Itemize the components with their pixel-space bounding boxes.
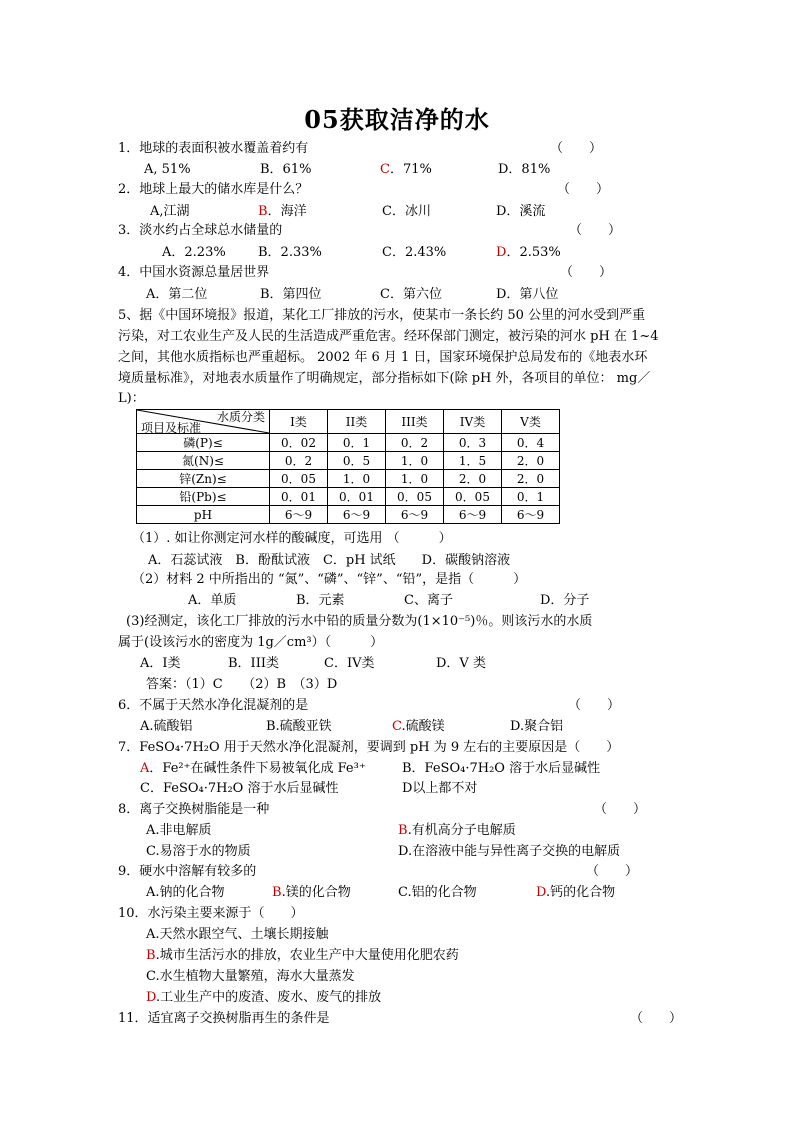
table-cell: 0．02 (270, 434, 328, 452)
header-category: 水质分类 (216, 410, 265, 424)
question-8-stem: 8．离子交换树脂能是一种 (118, 802, 270, 817)
q3-option-b: B．2.33% (258, 245, 322, 260)
q9-option-c: C.铝的化合物 (398, 885, 477, 900)
question-3-stem: 3．淡水约占全球总水储量的 (118, 223, 283, 238)
table-header-corner (137, 410, 270, 434)
q2-option-b: B．海洋 (258, 204, 307, 219)
q6-option-d: D.聚合铝 (510, 719, 564, 734)
q5-sub-3-line-2: 属于(设该污水的密度为 1g／cm³）（ ） (118, 635, 384, 650)
col-header: I类 (270, 410, 328, 434)
q2-option-d: D．溪流 (496, 204, 546, 219)
option-letter: B (146, 948, 156, 963)
table-cell: 1．0 (386, 470, 444, 488)
q2-option-a: A,江湖 (150, 204, 190, 219)
table-cell: 1．5 (444, 452, 502, 470)
q5-paragraph-line-2: 污染，对工农业生产及人民的生活造成严重危害。经环保部门测定，被污染的河水 pH 在 1~4 (118, 329, 659, 344)
table-row (137, 488, 560, 506)
question-10-stem: 10．水污染主要来源于（ ） (118, 906, 304, 921)
q4-option-c: C．第六位 (380, 287, 442, 302)
water-quality-table (136, 409, 560, 524)
q7-option-c: C．FeSO₄·7H₂O 溶于水后显碱性 (140, 781, 339, 796)
table-cell: 0．3 (444, 434, 502, 452)
table-cell: 0．4 (502, 434, 560, 452)
question-9-stem: 9．硬水中溶解有较多的 (118, 864, 257, 879)
option-letter: C (380, 162, 390, 177)
q1-option-b: B．61% (260, 162, 312, 177)
q9-option-a: A.钠的化合物 (146, 885, 225, 900)
question-4-paren: （ ） (560, 265, 613, 280)
q9-option-d: D.钙的化合物 (536, 885, 616, 900)
q10-option-a: A.天然水跟空气、土壤长期接触 (146, 927, 329, 942)
option-letter: D (536, 885, 546, 900)
q5-paragraph-line-3: 之间，其他水质指标也严重超标。 2002 年 6 月 1 日，国家环境保护总局发布的《地表水环 (118, 350, 648, 365)
table-cell: 1．0 (328, 470, 386, 488)
table-cell: 6～9 (386, 506, 444, 524)
question-6-paren: （ ） (568, 698, 621, 713)
col-header: III类 (386, 410, 444, 434)
option-letter: C (392, 719, 402, 734)
q6-option-a: A.硫酸铝 (140, 719, 193, 734)
option-letter: D (496, 245, 507, 260)
q9-option-b: B.镁的化合物 (272, 885, 351, 900)
table-cell: 1．0 (386, 452, 444, 470)
table-row (137, 470, 560, 488)
q5-sub-3-option-c: C．IV类 (324, 656, 375, 671)
q2-option-c: C．冰川 (382, 204, 431, 219)
question-11-paren: （ ） (630, 1011, 683, 1026)
table-cell: 2．0 (444, 470, 502, 488)
q5-answer: 答案：（1）C （2）B （3）D (146, 677, 338, 692)
col-header: V类 (502, 410, 560, 434)
q5-sub-3-option-d: D．V 类 (436, 656, 486, 671)
table-cell: 0．2 (270, 452, 328, 470)
table-cell: 0．01 (328, 488, 386, 506)
question-8-paren: （ ） (594, 802, 647, 817)
q5-paragraph-line-4: 境质量标准》，对地表水质量作了明确规定，部分指标如下(除 pH 外，各项目的单位： mg／ (118, 371, 651, 386)
option-letter: B (398, 823, 408, 838)
q5-sub-2-option-a: A．单质 (188, 593, 237, 608)
header-item: 项目及标准 (141, 421, 202, 435)
table-cell: 2．0 (502, 470, 560, 488)
option-letter: D (146, 990, 156, 1005)
q5-sub-2: （2）材料 2 中所指出的 “氮”、“磷”、“锌”、“铅”，是指（ ） (132, 572, 527, 587)
question-2-stem: 2．地球上最大的储水库是什么？ (118, 182, 309, 197)
q5-sub-3-option-a: A．I类 (140, 656, 181, 671)
row-label: pH (137, 506, 270, 524)
question-3-paren: （ ） (569, 223, 622, 238)
q10-option-d: D.工业生产中的废渣、废水、废气的排放 (146, 990, 382, 1005)
q3-option-c: C．2.43% (382, 245, 447, 260)
q3-option-a: A．2.23% (162, 245, 226, 260)
q5-paragraph-line-5: L)： (118, 391, 145, 406)
row-label: 铅(Pb)≤ (137, 488, 270, 506)
table-cell: 0．2 (386, 434, 444, 452)
q1-option-c: C．71% (380, 162, 432, 177)
table-row (137, 452, 560, 470)
q1-option-d: D．81% (498, 162, 551, 177)
question-1-stem: 1．地球的表面积被水覆盖着约有 (118, 141, 309, 156)
q5-sub-1-options: A．石蕊试液 B．酚酞试液 C．pH 试纸 D．碳酸钠溶液 (148, 553, 511, 568)
row-label: 锌(Zn)≤ (137, 470, 270, 488)
q7-option-b: B．FeSO₄·7H₂O 溶于水后显碱性 (402, 761, 601, 776)
q8-option-d: D.在溶液中能与异性离子交换的电解质 (398, 844, 621, 859)
table-cell: 0．05 (444, 488, 502, 506)
question-9-paren: （ ） (586, 864, 639, 879)
question-6-stem: 6．不属于天然水净化混凝剂的是 (118, 698, 309, 713)
q4-option-d: D．第八位 (496, 287, 559, 302)
q3-option-d: D．2.53% (496, 245, 561, 260)
table-row (137, 506, 560, 524)
question-1-paren: （ ） (550, 141, 603, 156)
q10-option-c: C.水生植物大量繁殖，海水大量蒸发 (146, 969, 355, 984)
table-cell: 0．5 (328, 452, 386, 470)
q7-option-d: D以上都不对 (402, 781, 478, 796)
q8-option-a: A.非电解质 (146, 823, 212, 838)
table-cell: 6～9 (444, 506, 502, 524)
q4-option-a: A．第二位 (146, 287, 208, 302)
question-2-paren: （ ） (557, 182, 610, 197)
q5-sub-2-option-b: B．元素 (296, 593, 345, 608)
table-cell: 0．05 (386, 488, 444, 506)
q1-option-a: A, 51% (144, 162, 191, 177)
q7-option-a: A．Fe²⁺在碱性条件下易被氧化成 Fe³⁺ (140, 761, 366, 776)
question-4-stem: 4．中国水资源总量居世界 (118, 265, 270, 280)
col-header: II类 (328, 410, 386, 434)
table-cell: 0．05 (270, 470, 328, 488)
option-letter: B (272, 885, 282, 900)
q8-option-c: C.易溶于水的物质 (146, 844, 251, 859)
q6-option-c: C.硫酸镁 (392, 719, 445, 734)
col-header: IV类 (444, 410, 502, 434)
q4-option-b: B．第四位 (260, 287, 322, 302)
option-letter: B (258, 204, 268, 219)
q5-sub-2-option-d: D．分子 (540, 593, 590, 608)
q8-option-b: B.有机高分子电解质 (398, 823, 516, 838)
option-letter: A (140, 761, 150, 776)
page-title: 05获取洁净的水 (304, 105, 490, 134)
table-cell: 0．1 (502, 488, 560, 506)
table-row (137, 434, 560, 452)
table-cell: 2．0 (502, 452, 560, 470)
row-label: 氮(N)≤ (137, 452, 270, 470)
table-cell: 0．01 (270, 488, 328, 506)
question-11-stem: 11．适宜离子交换树脂再生的条件是 (118, 1011, 330, 1026)
q6-option-b: B.硫酸亚铁 (266, 719, 332, 734)
table-cell: 0．1 (328, 434, 386, 452)
q5-sub-3-line-1: (3)经测定，该化工厂排放的污水中铅的质量分数为(1×10⁻⁵)％。则该污水的水质 (126, 614, 593, 629)
row-label: 磷(P)≤ (137, 434, 270, 452)
table-cell: 6～9 (270, 506, 328, 524)
q5-sub-1: （1）. 如让你测定河水样的酸碱度，可选用 （ ） (132, 531, 452, 546)
q5-paragraph-line-1: 5、据《中国环境报》报道，某化工厂排放的污水，使某市一条长约 50 公里的河水受到严重 (118, 308, 646, 323)
q5-sub-2-option-c: C、离子 (404, 593, 453, 608)
q5-sub-3-option-b: B．III类 (228, 656, 279, 671)
question-7-stem: 7．FeSO₄·7H₂O 用于天然水净化混凝剂，要调到 pH 为 9 左右的主要原因是（ ） (118, 740, 620, 755)
table-cell: 6～9 (502, 506, 560, 524)
table-cell: 6～9 (328, 506, 386, 524)
q10-option-b: B.城市生活污水的排放，农业生产中大量使用化肥农药 (146, 948, 459, 963)
